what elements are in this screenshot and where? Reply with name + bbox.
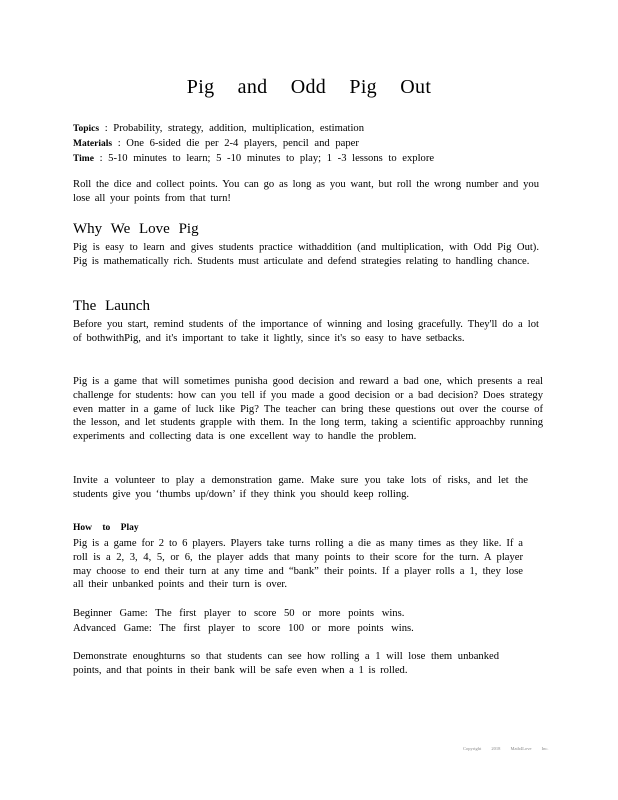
launch-paragraph-2: Pig is a game that will sometimes punisha good decision and reward a bad one, which presents a real challenge for students: how can you tell if you made a good decision or a bad decision? Does strategy even matter in a game of luck like Pig? The teacher can bring these questions out over the course of the lesson, and let students grapple with them. In the long term, taking a scientific approachby running experiments and collecting data is one excellent way to handle the problem. <box>73 376 543 443</box>
launch-paragraph-3: Invite a volunteer to play a demonstration game. Make sure you take lots of risks, and let the students give you ‘thumbs up/down’ if they think you should keep rolling. <box>73 475 528 500</box>
topics-value: : Probability, strategy, addition, multiplication, estimation <box>104 123 365 134</box>
materials-value: : One 6-sided die per 2-4 players, pencil and paper <box>117 137 359 149</box>
beginner-rule: Beginner Game: The first player to score 50 or more points wins. <box>73 608 405 619</box>
howto-heading: How to Play <box>73 523 139 533</box>
copyright-footer: Copyright 2018 Math4Love Inc. <box>463 746 549 751</box>
materials-line <box>73 137 539 152</box>
why-paragraph: Pig is easy to learn and gives students practice withaddition (and multiplication, with Odd Pig Out). Pig is mathematically rich. Students must articulate and defend strategies relating to handling chance. <box>73 242 539 267</box>
launch-paragraph-1: Before you start, remind students of the importance of winning and losing gracefully. They'll do a lot of bothwithPig, and it's important to take it lightly, since it's so easy to have setbacks. <box>73 319 539 344</box>
topics-label: Topics <box>73 124 100 134</box>
intro-paragraph: Roll the dice and collect points. You can go as long as you want, but roll the wrong number and you lose all your points from that turn! <box>73 179 539 204</box>
time-label: Time <box>73 153 94 164</box>
materials-label: Materials <box>73 138 113 149</box>
howto-paragraph-1: Pig is a game for 2 to 6 players. Players take turns rolling a die as many times as they like. If a roll is a 2, 3, 4, 5, or 6, the player adds that many points to their score for the turn. A player may choose to end their turn at any time and “bank” their points. If a player rolls a 1, they lose all their unbanked points and their turn is over. <box>73 538 523 591</box>
meta-block <box>73 122 539 166</box>
time-line <box>73 152 539 167</box>
howto-paragraph-2: Demonstrate enoughturns so that students can see how rolling a 1 will lose them unbanked points, and that points in their bank will be safe even when a 1 is rolled. <box>73 651 499 676</box>
topics-line <box>73 122 539 137</box>
why-heading: Why We Love Pig <box>73 221 199 237</box>
howto-section <box>73 522 539 536</box>
launch-heading: The Launch <box>73 298 151 314</box>
time-value: : 5-10 minutes to learn; 5 -10 minutes to play; 1 -3 lessons to explore <box>99 152 435 164</box>
advanced-rule: Advanced Game: The first player to score 100 or more points wins. <box>73 623 414 634</box>
page-title: Pig and Odd Pig Out <box>186 76 432 98</box>
